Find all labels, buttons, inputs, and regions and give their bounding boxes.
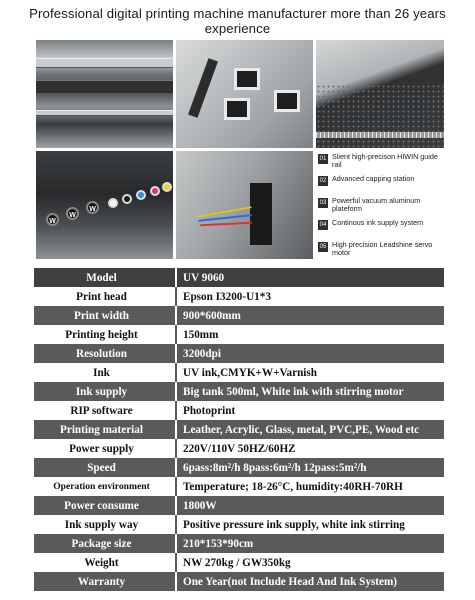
spec-key: Print width xyxy=(34,306,176,325)
spec-value: 210*153*90cm xyxy=(176,534,444,553)
vacuum-holes xyxy=(316,84,444,148)
feature-item xyxy=(318,197,448,217)
feature-item xyxy=(318,175,448,195)
platform-ruler xyxy=(316,132,444,138)
ink-cap-white-3: W xyxy=(86,201,99,214)
spec-value: Temperature; 18-26°C, humidity:40RH-70RH xyxy=(176,477,444,496)
spec-key: Ink supply xyxy=(34,382,176,401)
spec-row xyxy=(34,553,444,572)
ink-cap-cyan xyxy=(136,190,146,200)
spec-row xyxy=(34,306,444,325)
spec-row xyxy=(34,477,444,496)
ink-cap-magenta xyxy=(150,186,160,196)
spec-row xyxy=(34,344,444,363)
feature-item xyxy=(318,219,448,239)
spec-row xyxy=(34,420,444,439)
feature-list xyxy=(318,153,448,263)
spec-key: Model xyxy=(34,268,176,287)
feature-item xyxy=(318,153,448,173)
spec-row xyxy=(34,325,444,344)
spec-row xyxy=(34,363,444,382)
spec-value: 900*600mm xyxy=(176,306,444,325)
spec-key: Package size xyxy=(34,534,176,553)
guide-rail-lower xyxy=(36,80,173,94)
spec-key: Printing height xyxy=(34,325,176,344)
spec-value: UV ink,CMYK+W+Varnish xyxy=(176,363,444,382)
spec-value: NW 270kg / GW350kg xyxy=(176,553,444,572)
guide-rail-bottom xyxy=(36,110,173,116)
photo-ink-supply xyxy=(36,151,173,259)
spec-value: Leather, Acrylic, Glass, metal, PVC,PE, Wood etc xyxy=(176,420,444,439)
ink-cap-varnish xyxy=(108,198,118,208)
photo-servo-motor xyxy=(176,151,313,259)
spec-row xyxy=(34,572,444,591)
spec-value: Epson I3200-U1*3 xyxy=(176,287,444,306)
feature-text: Continous ink supply system xyxy=(332,218,424,227)
spec-value: 6pass:8m²/h 8pass:6m²/h 12pass:5m²/h xyxy=(176,458,444,477)
feature-number: 01 xyxy=(319,156,327,162)
spec-value: Big tank 500ml, White ink with stirring motor xyxy=(176,382,444,401)
spec-key: Ink supply way xyxy=(34,515,176,534)
feature-number: 04 xyxy=(319,222,327,228)
ink-cap-black xyxy=(122,194,132,204)
feature-text: Advanced capping station xyxy=(332,174,415,183)
spec-value: 150mm xyxy=(176,325,444,344)
feature-number: 05 xyxy=(319,244,327,250)
spec-key: Ink xyxy=(34,363,176,382)
spec-key: Operation environment xyxy=(34,477,176,496)
wire-red xyxy=(200,222,252,227)
photo-vacuum-platform xyxy=(316,40,444,148)
spec-row xyxy=(34,534,444,553)
feature-number: 03 xyxy=(319,200,327,206)
wiper-slot xyxy=(188,58,218,118)
spec-key: Power supply xyxy=(34,439,176,458)
spec-row xyxy=(34,515,444,534)
spec-key: Speed xyxy=(34,458,176,477)
feature-item xyxy=(318,241,448,261)
spec-row xyxy=(34,382,444,401)
spec-row xyxy=(34,401,444,420)
spec-table xyxy=(34,268,444,591)
spec-value: Positive pressure ink supply, white ink stirring xyxy=(176,515,444,534)
feature-text: Slient high-precison HIWIN guide rail xyxy=(332,152,438,170)
servo-motor-body xyxy=(250,183,272,245)
spec-row xyxy=(34,287,444,306)
spec-key: Resolution xyxy=(34,344,176,363)
spec-key: Printing material xyxy=(34,420,176,439)
feature-text: High precision Leadshine servo motor xyxy=(332,240,433,258)
spec-row xyxy=(34,496,444,515)
spec-key: Power consume xyxy=(34,496,176,515)
guide-rail-upper xyxy=(36,58,173,68)
spec-value: Photoprint xyxy=(176,401,444,420)
photo-capping-station xyxy=(176,40,313,148)
spec-key: Weight xyxy=(34,553,176,572)
spec-row xyxy=(34,458,444,477)
spec-value: One Year(not Include Head And Ink System) xyxy=(176,572,444,591)
cap-box-3 xyxy=(274,90,300,112)
spec-key: RIP software xyxy=(34,401,176,420)
photo-guide-rail xyxy=(36,40,173,148)
headline: Professional digital printing machine manufacturer more than 26 years experience xyxy=(29,6,446,36)
feature-number: 02 xyxy=(319,178,327,184)
spec-row xyxy=(34,268,444,287)
ink-cap-white-2: W xyxy=(66,207,79,220)
spec-key: Print head xyxy=(34,287,176,306)
spec-value: 220V/110V 50HZ/60HZ xyxy=(176,439,444,458)
spec-key: Warranty xyxy=(34,572,176,591)
spec-value: 1800W xyxy=(176,496,444,515)
ink-cap-white-1: W xyxy=(46,213,59,226)
cap-box-1 xyxy=(234,68,260,90)
cap-box-2 xyxy=(224,98,250,120)
ink-cap-yellow xyxy=(162,182,172,192)
spec-value: 3200dpi xyxy=(176,344,444,363)
spec-row xyxy=(34,439,444,458)
spec-value: UV 9060 xyxy=(176,268,444,287)
feature-text: Powerful vacuum aluminum plateform xyxy=(332,196,421,214)
